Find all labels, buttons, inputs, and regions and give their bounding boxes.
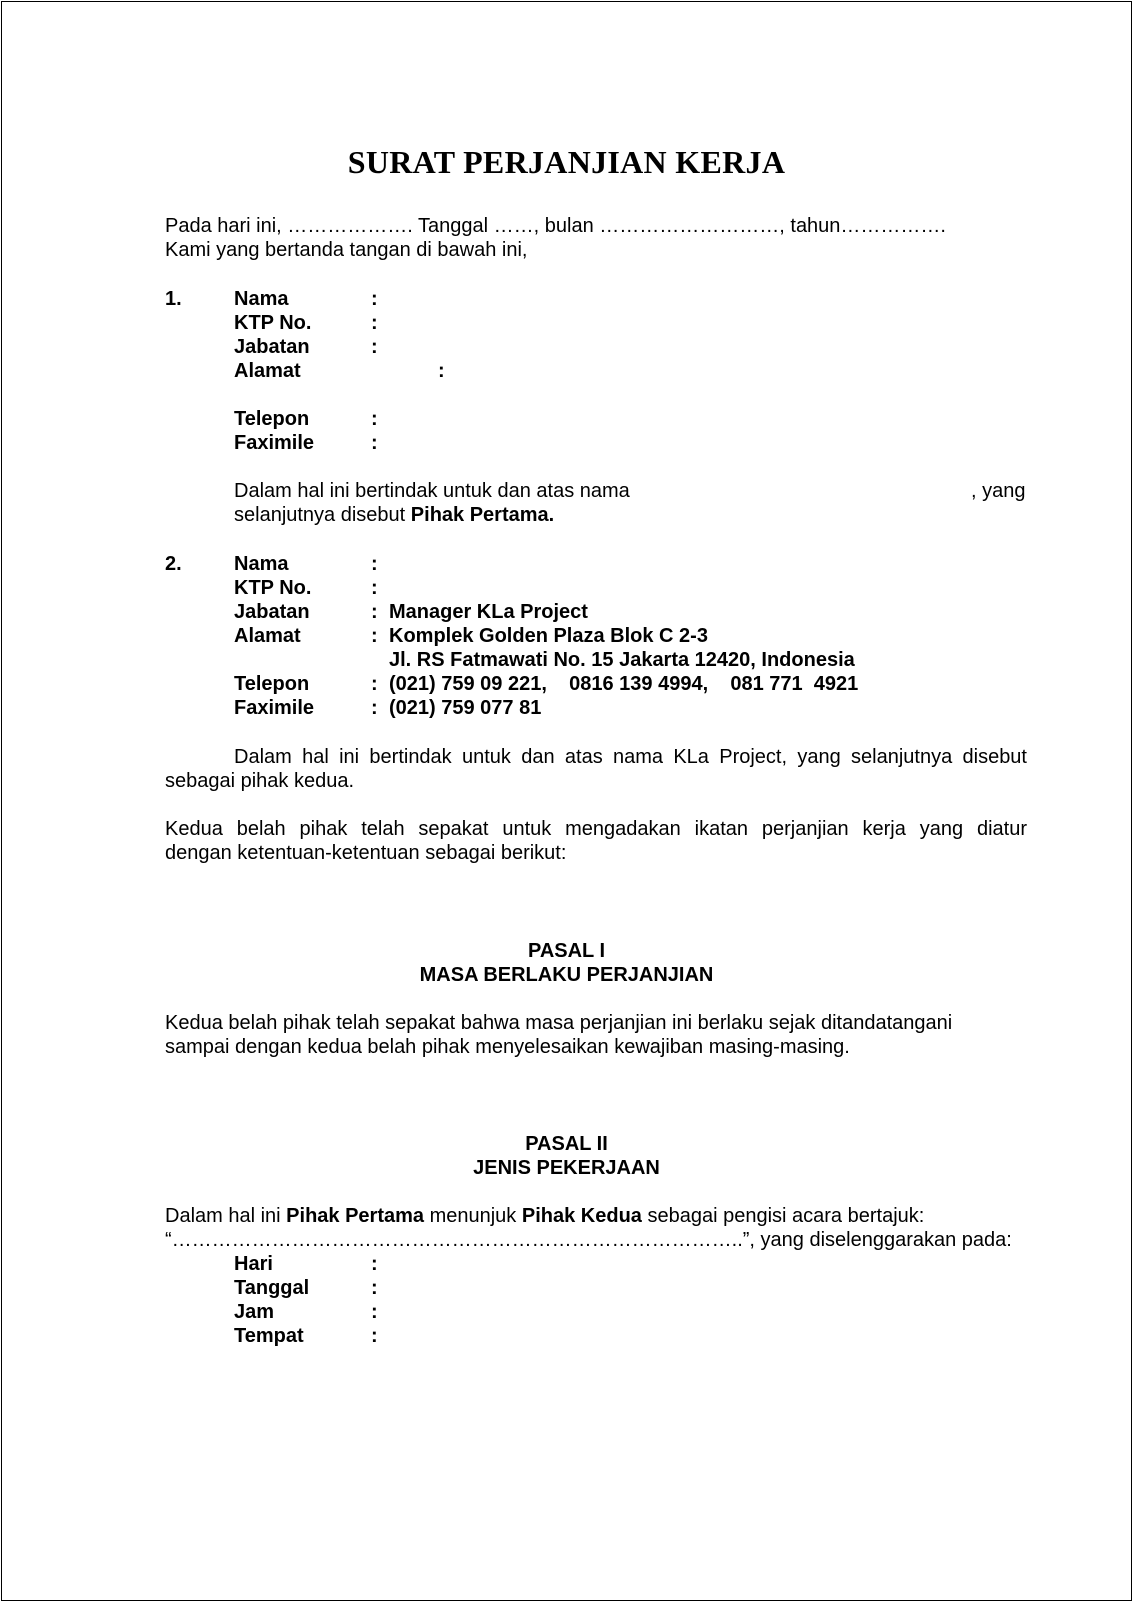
pasal2-line-2: “…………………………………………………………………………..”, yang diselenggarakan pada: — [165, 1229, 1012, 1251]
party2-colon-alamat: : — [371, 625, 378, 647]
pasal2-text-c: menunjuk — [424, 1205, 522, 1227]
party1-statement-end: , yang — [971, 480, 1026, 502]
pasal2-line-1 — [165, 1205, 924, 1228]
agreement-line-1: Kedua belah pihak telah sepakat untuk mengadakan ikatan perjanjian kerja yang diatur — [165, 818, 1027, 840]
pasal2-heading: PASAL II — [525, 1133, 608, 1155]
party2-colon-ktp: : — [371, 577, 378, 599]
party2-number: 2. — [165, 553, 182, 575]
party2-faximile-value: (021) 759 077 81 — [389, 697, 542, 719]
party1-number: 1. — [165, 288, 182, 310]
pasal2-label-jam: Jam — [234, 1301, 275, 1323]
party1-colon-nama: : — [371, 288, 378, 310]
pasal2-label-tempat: Tempat — [234, 1325, 304, 1347]
intro-line-1: Pada hari ini, ………………. Tanggal ……, bulan ………………………, tahun……………. — [165, 215, 946, 237]
party1-statement-text: selanjutnya disebut — [234, 504, 411, 526]
pasal2-label-tanggal: Tanggal — [234, 1277, 310, 1299]
party1-colon-jabatan: : — [371, 336, 378, 358]
party2-jabatan-value: Manager KLa Project — [389, 601, 588, 623]
pasal2-pihak-pertama: Pihak Pertama — [286, 1205, 425, 1227]
pasal2-text-e: sebagai pengisi acara bertajuk: — [641, 1205, 925, 1227]
party1-colon-telepon: : — [371, 408, 378, 430]
party2-label-faximile: Faximile — [234, 697, 315, 719]
contract-document — [2, 2, 1131, 1600]
party2-alamat-line-2: Jl. RS Fatmawati No. 15 Jakarta 12420, Indonesia — [389, 649, 855, 671]
party1-statement-start: Dalam hal ini bertindak untuk dan atas nama — [234, 480, 630, 502]
party1-label-telepon: Telepon — [234, 408, 310, 430]
party2-telepon-value: (021) 759 09 221, 0816 139 4994, 081 771 4921 — [389, 673, 859, 695]
pasal1-subheading: MASA BERLAKU PERJANJIAN — [419, 964, 714, 986]
party1-label-jabatan: Jabatan — [234, 336, 310, 358]
party1-statement-line-2 — [234, 504, 554, 527]
party2-statement-line-2: sebagai pihak kedua. — [165, 770, 355, 792]
party2-label-nama: Nama — [234, 553, 289, 575]
pasal2-label-hari: Hari — [234, 1253, 273, 1275]
party2-label-telepon: Telepon — [234, 673, 310, 695]
party1-colon-alamat: : — [438, 360, 445, 382]
party1-label-faximile: Faximile — [234, 432, 315, 454]
party1-label-ktp: KTP No. — [234, 312, 312, 334]
party2-colon-nama: : — [371, 553, 378, 575]
party1-role: Pihak Pertama. — [410, 504, 555, 526]
document-title: SURAT PERJANJIAN KERJA — [347, 144, 786, 180]
pasal2-colon-tempat: : — [371, 1325, 378, 1347]
pasal2-colon-tanggal: : — [371, 1277, 378, 1299]
pasal2-colon-hari: : — [371, 1253, 378, 1275]
party1-label-nama: Nama — [234, 288, 289, 310]
party2-label-jabatan: Jabatan — [234, 601, 310, 623]
document-page — [1, 1, 1132, 1601]
pasal1-line-1: Kedua belah pihak telah sepakat bahwa masa perjanjian ini berlaku sejak ditandatangani — [165, 1012, 953, 1034]
party2-colon-faximile: : — [371, 697, 378, 719]
pasal1-line-2: sampai dengan kedua belah pihak menyelesaikan kewajiban masing-masing. — [165, 1036, 850, 1058]
agreement-line-2: dengan ketentuan-ketentuan sebagai berikut: — [165, 842, 567, 864]
party1-label-alamat: Alamat — [234, 360, 301, 382]
party2-colon-telepon: : — [371, 673, 378, 695]
party2-statement-line-1: Dalam hal ini bertindak untuk dan atas nama KLa Project, yang selanjutnya disebut — [234, 746, 1027, 768]
party1-colon-faximile: : — [371, 432, 378, 454]
party2-label-ktp: KTP No. — [234, 577, 312, 599]
pasal2-pihak-kedua: Pihak Kedua — [521, 1205, 642, 1227]
party2-label-alamat: Alamat — [234, 625, 301, 647]
pasal1-heading: PASAL I — [527, 940, 606, 962]
intro-line-2: Kami yang bertanda tangan di bawah ini, — [165, 239, 528, 261]
pasal2-subheading: JENIS PEKERJAAN — [473, 1157, 660, 1179]
party2-alamat-line-1: Komplek Golden Plaza Blok C 2-3 — [389, 625, 708, 647]
pasal2-colon-jam: : — [371, 1301, 378, 1323]
pasal2-text-a: Dalam hal ini — [165, 1205, 287, 1227]
party2-colon-jabatan: : — [371, 601, 378, 623]
party1-colon-ktp: : — [371, 312, 378, 334]
